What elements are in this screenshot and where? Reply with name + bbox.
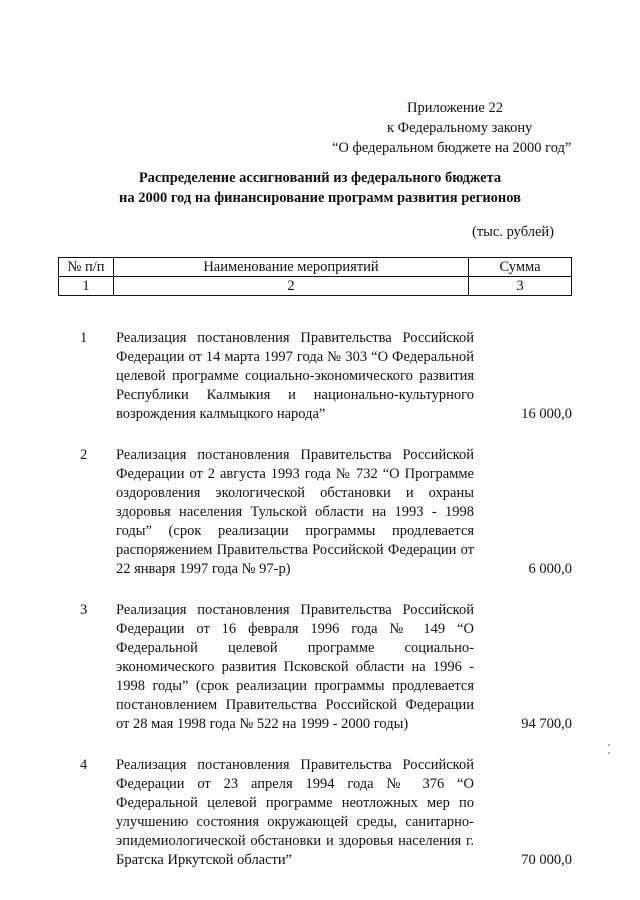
scan-speck [608,744,610,746]
table-header [58,257,572,296]
row-amount: 6 000,0 [528,561,572,577]
row-number: 2 [80,447,88,463]
header-name: Наименование мероприятий [114,258,469,277]
document-title [60,168,580,208]
row-amount: 70 000,0 [521,852,572,868]
units-note: (тыс. рублей) [472,224,554,240]
appendix-reference [280,98,580,158]
table-row [58,446,572,579]
row-description: Реализация постановления Правительства Российской Федерации от 23 апреля 1994 года № 376 “О Федеральной целевой программе неотложных мер по улучшению состояния окружающей среды, санитарно-эпидемиологической обстановки и здоровья населения г. Братска Иркутской области” [116,757,474,868]
row-description: Реализация постановления Правительства Российской Федерации от 2 августа 1993 года № 732 “О Программе оздоровления экологической обстановки и охраны здоровья населения Тульской области на 1993 - 1998 годы” (срок реализации программы продлевается распоряжением Правительства Российской Федерации от 22 января 1997 года № 97-р) [116,447,474,577]
appendix-law-title: “О федеральном бюджете на 2000 год” [332,140,572,156]
header-col-index-2: 2 [114,277,469,296]
header-number: № п/п [59,258,114,277]
row-description: Реализация постановления Правительства Российской Федерации от 16 февраля 1996 года № 149 “О Федеральной целевой программе социально-экономического развития Псковской области на 1996 - 1998 годы” (срок реализации программы продлевается постановлением Правительства Российской Федерации от 28 мая 1998 года № 522 на 1999 - 2000 годы) [116,602,474,732]
header-amount: Сумма [469,258,572,277]
row-amount: 94 700,0 [521,716,572,732]
row-number: 1 [80,330,88,346]
program-list [58,329,572,892]
row-amount: 16 000,0 [521,406,572,422]
header-col-index-3: 3 [469,277,572,296]
scan-speck [608,752,610,754]
appendix-number: Приложение 22 [407,100,503,116]
row-number: 3 [80,602,88,618]
header-col-index-1: 1 [59,277,114,296]
title-line-2: на 2000 год на финансирование программ развития регионов [118,190,522,206]
table-row [58,601,572,734]
appendix-law-ref: к Федеральному закону [387,120,533,136]
table-row [58,756,572,870]
row-number: 4 [80,757,88,773]
table-row [58,329,572,424]
title-line-1: Распределение ассигнований из федерального бюджета [138,170,502,186]
row-description: Реализация постановления Правительства Российской Федерации от 14 марта 1997 года № 303 “О Федеральной целевой программе социально-экономического развития Республики Калмыкия и национально-культурного возрождения калмыцкого народа” [116,330,474,422]
